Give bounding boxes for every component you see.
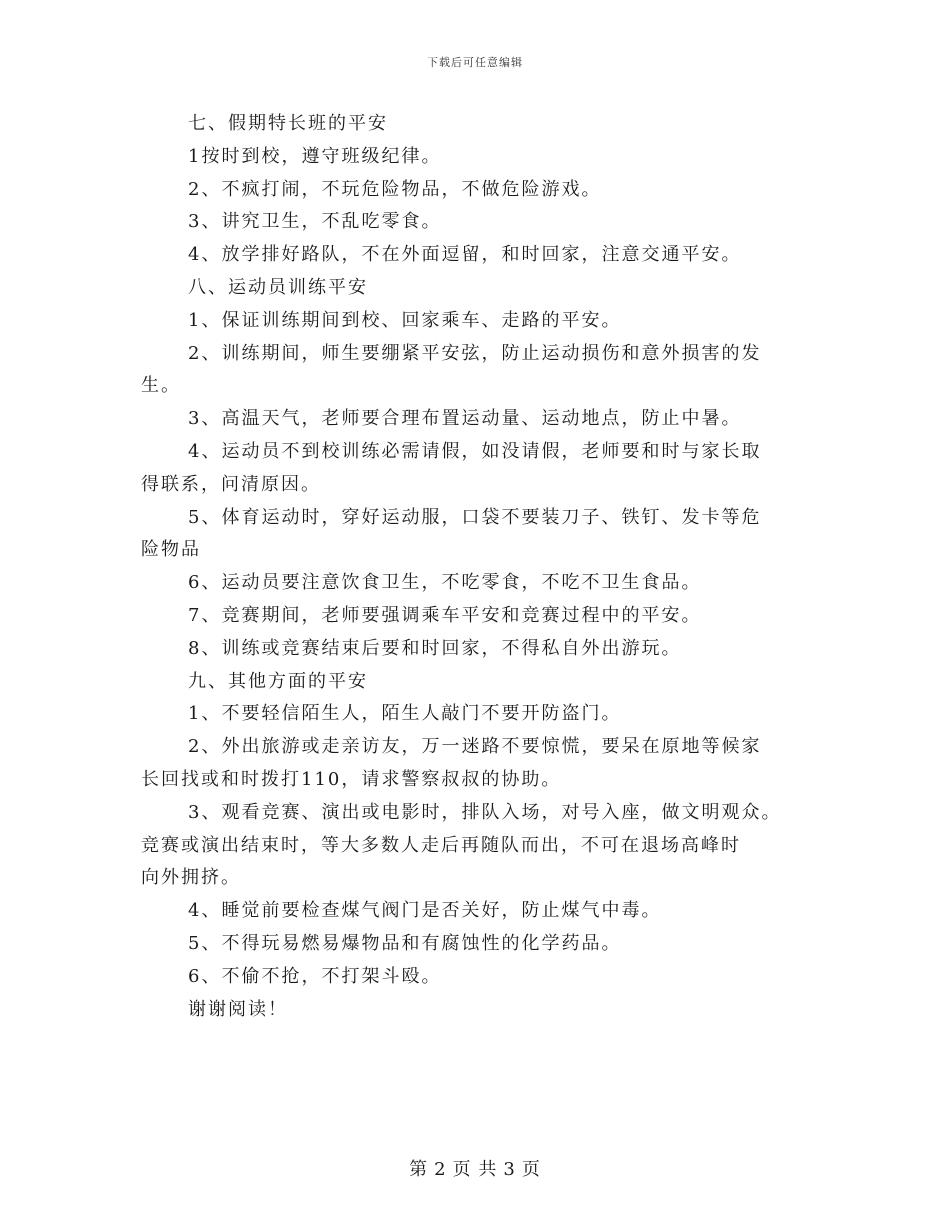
text-line: 谢谢阅读！	[188, 998, 288, 1020]
footer-mid: 页 共	[452, 1159, 498, 1180]
text-line: 1按时到校，遵守班级纪律。	[188, 145, 442, 167]
text-line: 6、不偷不抢，不打架斗殴。	[188, 965, 442, 987]
text-line: 险物品	[141, 539, 201, 561]
page-header: 下载后可任意编辑	[427, 56, 523, 69]
text-line: 4、睡觉前要检查煤气阀门是否关好，防止煤气中毒。	[188, 900, 662, 922]
text-line: 七、假期特长班的平安	[188, 113, 388, 134]
text-line: 5、体育运动时，穿好运动服，口袋不要装刀子、铁钉、发卡等危	[188, 506, 762, 528]
text-line: 长回找或和时拨打110，请求警察叔叔的协助。	[141, 768, 562, 790]
page-footer	[0, 1155, 950, 1181]
text-line: 生。	[141, 375, 181, 397]
text-line: 8、训练或竞赛结束后要和时回家，不得私自外出游玩。	[188, 637, 682, 659]
text-line: 4、运动员不到校训练必需请假，如没请假，老师要和时与家长取	[188, 440, 762, 462]
text-line: 3、讲究卫生，不乱吃零食。	[188, 211, 442, 233]
footer-suffix: 页	[521, 1159, 541, 1180]
text-line: 2、训练期间，师生要绷紧平安弦，防止运动损伤和意外损害的发	[188, 342, 762, 364]
footer-total-pages: 3	[503, 1159, 516, 1180]
text-line: 4、放学排好路队，不在外面逗留，和时回家，注意交通平安。	[188, 244, 742, 266]
text-line: 2、不疯打闹，不玩危险物品，不做危险游戏。	[188, 178, 602, 200]
text-line: 7、竞赛期间，老师要强调乘车平安和竞赛过程中的平安。	[188, 604, 702, 626]
text-line: 1、保证训练期间到校、回家乘车、走路的平安。	[188, 309, 622, 331]
text-line: 向外拥挤。	[141, 867, 241, 889]
text-line: 3、观看竞赛、演出或电影时，排队入场，对号入座，做文明观众。	[188, 801, 782, 823]
footer-prefix: 第	[409, 1159, 429, 1180]
text-line: 5、不得玩易燃易爆物品和有腐蚀性的化学药品。	[188, 932, 622, 954]
footer-current-page: 2	[434, 1159, 447, 1180]
text-line: 1、不要轻信陌生人，陌生人敲门不要开防盗门。	[188, 703, 622, 725]
text-line: 竞赛或演出结束时，等大多数人走后再随队而出，不可在退场高峰时	[141, 834, 741, 856]
text-line: 3、高温天气，老师要合理布置运动量、运动地点，防止中暑。	[188, 408, 742, 430]
text-line: 九、其他方面的平安	[188, 670, 368, 692]
text-line: 6、运动员要注意饮食卫生，不吃零食，不吃不卫生食品。	[188, 572, 702, 594]
text-line: 得联系，问清原因。	[141, 473, 321, 495]
text-line: 2、外出旅游或走亲访友，万一迷路不要惊慌，要呆在原地等候家	[188, 736, 762, 758]
document-body	[141, 108, 841, 1026]
text-line: 八、运动员训练平安	[188, 276, 368, 298]
